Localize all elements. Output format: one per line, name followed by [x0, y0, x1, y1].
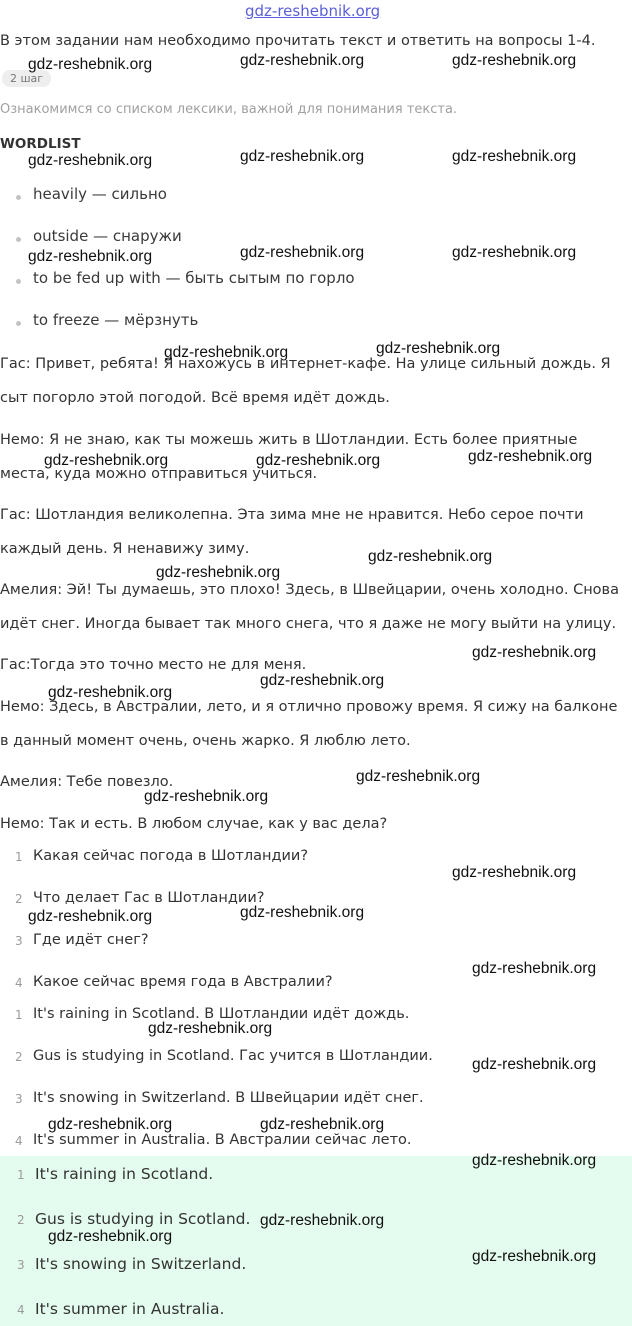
bullet-icon: [16, 195, 21, 200]
bullet-icon: [16, 237, 21, 242]
watermark: gdz-reshebnik.org: [472, 1152, 597, 1169]
watermark: gdz-reshebnik.org: [48, 1228, 173, 1245]
watermark: gdz-reshebnik.org: [260, 1116, 385, 1133]
wordlist-item: outside — снаружи: [33, 227, 182, 245]
watermark: gdz-reshebnik.org: [240, 904, 365, 921]
dialogue-line: в данный момент очень, очень жарко. Я люблю лето.: [0, 733, 411, 749]
watermark: gdz-reshebnik.org: [472, 960, 597, 977]
watermark: gdz-reshebnik.org: [452, 864, 577, 881]
dialogue-line: Амелия: Тебе повезло.: [0, 774, 174, 790]
watermark: gdz-reshebnik.org: [240, 244, 365, 261]
final-answer-text: It's summer in Australia.: [35, 1300, 225, 1318]
answer-text: It's summer in Australia. В Австралии сейчас лето.: [33, 1132, 412, 1148]
watermark: gdz-reshebnik.org: [28, 56, 153, 73]
step-badge: 2 шаг: [2, 70, 51, 87]
watermark: gdz-reshebnik.org: [48, 1116, 173, 1133]
watermark: gdz-reshebnik.org: [148, 1020, 273, 1037]
dialogue-line: места, куда можно отправиться учиться.: [0, 466, 318, 482]
question-number: 4: [15, 976, 23, 990]
watermark: gdz-reshebnik.org: [260, 672, 385, 689]
answer-number: 3: [15, 1092, 23, 1106]
watermark: gdz-reshebnik.org: [144, 788, 269, 805]
final-answer-number: 4: [17, 1303, 25, 1317]
watermark: gdz-reshebnik.org: [260, 1212, 385, 1229]
answer-text: Gus is studying in Scotland. Гас учится в Шотландии.: [33, 1048, 433, 1064]
final-answer-text: Gus is studying in Scotland.: [35, 1210, 251, 1228]
answer-text: It's raining in Scotland. В Шотландии идёт дождь.: [33, 1006, 410, 1022]
watermark: gdz-reshebnik.org: [28, 248, 153, 265]
watermark: gdz-reshebnik.org: [452, 244, 577, 261]
question-text: Где идёт снег?: [33, 932, 149, 948]
final-answer-number: 3: [17, 1258, 25, 1272]
watermark: gdz-reshebnik.org: [468, 448, 593, 465]
dialogue-line: Гас: Шотландия великолепна. Эта зима мне не нравится. Небо серое почти: [0, 507, 584, 523]
wordlist-item: to freeze — мёрзнуть: [33, 311, 199, 329]
bullet-icon: [16, 279, 21, 284]
watermark: gdz-reshebnik.org: [356, 768, 481, 785]
watermark: gdz-reshebnik.org: [240, 148, 365, 165]
question-text: Что делает Гас в Шотландии?: [33, 890, 265, 906]
watermark: gdz-reshebnik.org: [376, 340, 501, 357]
task-intro: В этом задании нам необходимо прочитать текст и ответить на вопросы 1-4.: [0, 33, 596, 49]
watermark: gdz-reshebnik.org: [256, 452, 381, 469]
answer-number: 4: [15, 1134, 23, 1148]
wordlist-item: heavily — сильно: [33, 185, 167, 203]
watermark: gdz-reshebnik.org: [28, 908, 153, 925]
dialogue-line: Немо: Я не знаю, как ты можешь жить в Шотландии. Есть более приятные: [0, 432, 578, 448]
watermark: gdz-reshebnik.org: [472, 1056, 597, 1073]
question-text: Какая сейчас погода в Шотландии?: [33, 848, 309, 864]
bullet-icon: [16, 321, 21, 326]
final-answer-number: 2: [17, 1213, 25, 1227]
watermark: gdz-reshebnik.org: [240, 52, 365, 69]
dialogue-line: каждый день. Я ненавижу зиму.: [0, 541, 250, 557]
watermark: gdz-reshebnik.org: [28, 152, 153, 169]
dialogue-line: идёт снег. Иногда бывает так много снега, что я даже не могу выйти на улицу.: [0, 616, 617, 632]
step-lead: Ознакомимся со списком лексики, важной для понимания текста.: [0, 102, 458, 117]
answer-text: It's snowing in Switzerland. В Швейцарии идёт снег.: [33, 1090, 424, 1106]
watermark: gdz-reshebnik.org: [156, 564, 281, 581]
watermark: gdz-reshebnik.org: [472, 1248, 597, 1265]
wordlist-heading: WORDLIST: [0, 136, 81, 152]
dialogue-line: сыт погорло этой погодой. Всё время идёт дождь.: [0, 390, 390, 406]
watermark: gdz-reshebnik.org: [48, 684, 173, 701]
question-number: 2: [15, 892, 23, 906]
final-answer-text: It's raining in Scotland.: [35, 1165, 214, 1183]
watermark: gdz-reshebnik.org: [368, 548, 493, 565]
question-number: 3: [15, 934, 23, 948]
watermark: gdz-reshebnik.org: [452, 52, 577, 69]
dialogue-line: Гас:Тогда это точно место не для меня.: [0, 657, 307, 673]
dialogue-line: Гас: Привет, ребята! Я нахожусь в интернет-кафе. На улице сильный дождь. Я: [0, 356, 611, 372]
dialogue-line: Немо: Так и есть. В любом случае, как у вас дела?: [0, 816, 388, 832]
question-number: 1: [15, 850, 23, 864]
final-answer-text: It's snowing in Switzerland.: [35, 1255, 247, 1273]
wordlist-item: to be fed up with — быть сытым по горло: [33, 269, 355, 287]
answer-number: 1: [15, 1008, 23, 1022]
final-answer-number: 1: [17, 1168, 25, 1182]
site-header-link[interactable]: gdz-reshebnik.org: [245, 2, 381, 20]
watermark: gdz-reshebnik.org: [472, 644, 597, 661]
watermark: gdz-reshebnik.org: [452, 148, 577, 165]
watermark: gdz-reshebnik.org: [44, 452, 169, 469]
watermark: gdz-reshebnik.org: [164, 344, 289, 361]
dialogue-line: Амелия: Эй! Ты думаешь, это плохо! Здесь, в Швейцарии, очень холодно. Снова: [0, 582, 619, 598]
question-text: Какое сейчас время года в Австралии?: [33, 974, 333, 990]
answer-number: 2: [15, 1050, 23, 1064]
dialogue-line: Немо: Здесь, в Австралии, лето, и я отлично провожу время. Я сижу на балконе: [0, 699, 618, 715]
